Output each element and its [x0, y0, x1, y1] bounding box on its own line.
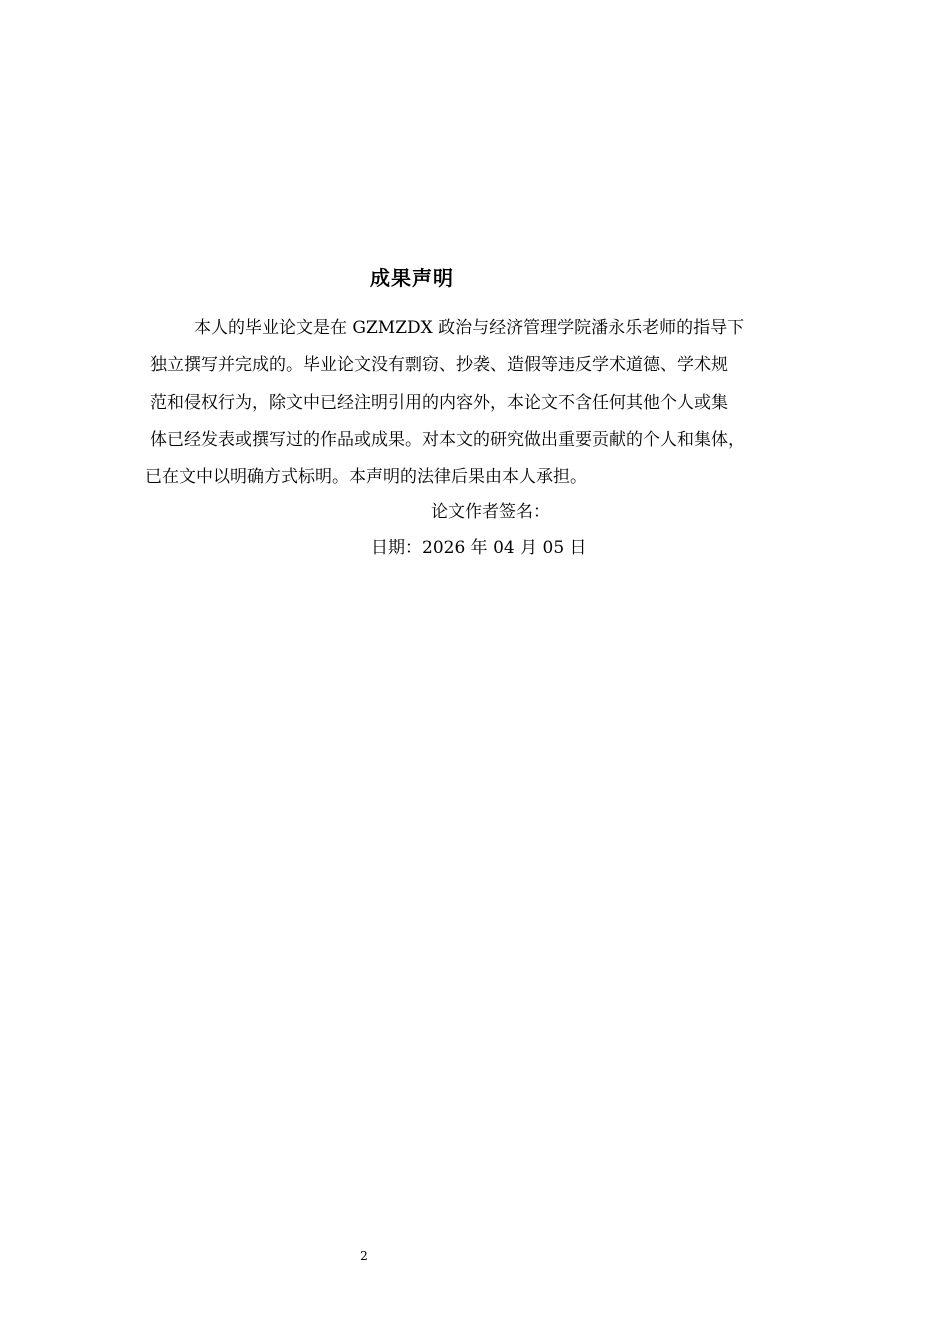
paragraph-line: 独立撰写并完成的。毕业论文没有剽窃、抄袭、造假等违反学术道德、学术规 [150, 355, 728, 375]
paragraph-line: 体已经发表或撰写过的作品或成果。对本文的研究做出重要贡献的个人和集体， [150, 430, 745, 450]
declaration-title: 成果声明 [370, 266, 454, 290]
paragraph-line: 已在文中以明确方式标明。本声明的法律后果由本人承担。 [145, 467, 587, 487]
author-signature-label: 论文作者签名： [431, 502, 550, 522]
declaration-date: 日期：2026 年 04 月 05 日 [371, 538, 587, 558]
paragraph-line: 本人的毕业论文是在 GZMZDX 政治与经济管理学院潘永乐老师的指导下 [194, 318, 745, 338]
paragraph-line: 范和侵权行为，除文中已经注明引用的内容外，本论文不含任何其他个人或集 [150, 393, 728, 413]
page-number: 2 [360, 1249, 368, 1263]
